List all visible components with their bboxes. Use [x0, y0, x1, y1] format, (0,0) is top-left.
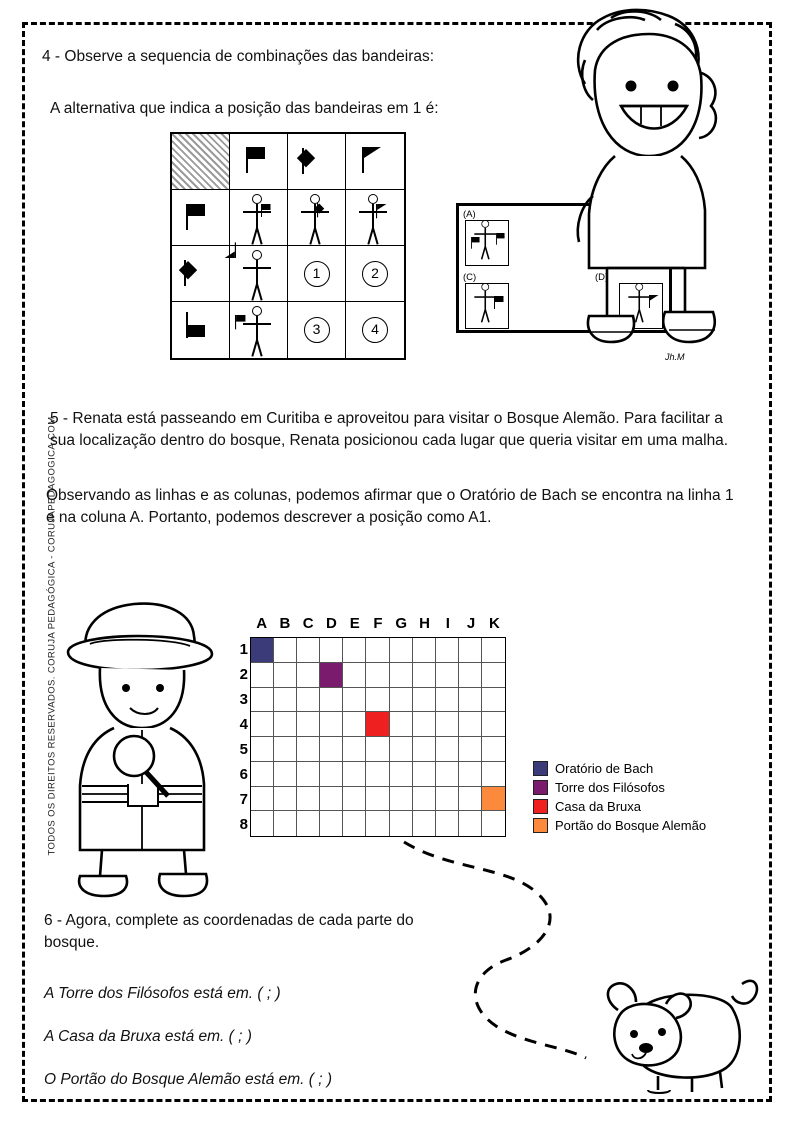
exercise6-prompt: 6 - Agora, complete as coordenadas de cada parte do bosque. [44, 912, 414, 951]
grid-cell-D6[interactable] [320, 762, 343, 787]
grid-cell-C6[interactable] [297, 762, 320, 787]
grid-cell-E7[interactable] [343, 787, 366, 812]
grid-cell-D3[interactable] [320, 688, 343, 713]
grid-cell-H5[interactable] [413, 737, 436, 762]
grid-cell-G2[interactable] [390, 663, 413, 688]
grid-cell-A7[interactable] [251, 787, 274, 812]
grid-cell-flag-up-left [230, 134, 288, 190]
grid-marker-F4[interactable] [366, 712, 389, 737]
grid-cell-G7[interactable] [390, 787, 413, 812]
grid-cell-G6[interactable] [390, 762, 413, 787]
col-label: F [373, 615, 383, 632]
legend-item [533, 760, 706, 777]
detective-illustration [42, 588, 242, 898]
grid-cell-B4[interactable] [274, 712, 297, 737]
grid-cell-A2[interactable] [251, 663, 274, 688]
alternative-label-a: (A) [463, 209, 476, 220]
grid-row-labels [228, 637, 248, 837]
grid-cell-D8[interactable] [320, 811, 343, 836]
grid-cell-I6[interactable] [436, 762, 459, 787]
grid-cell-number [346, 246, 404, 302]
grid-cell-A3[interactable] [251, 688, 274, 713]
stick-figure-icon [240, 194, 274, 246]
grid-cell-F1[interactable] [366, 638, 389, 663]
legend-swatch-torre [533, 780, 548, 795]
grid-cell-H2[interactable] [413, 663, 436, 688]
grid-cell-I4[interactable] [436, 712, 459, 737]
grid-cell-B1[interactable] [274, 638, 297, 663]
grid-cell-C2[interactable] [297, 663, 320, 688]
grid-cell-D4[interactable] [320, 712, 343, 737]
grid-cell-F5[interactable] [366, 737, 389, 762]
grid-cell-H6[interactable] [413, 762, 436, 787]
grid-cell-G1[interactable] [390, 638, 413, 663]
row-label: 4 [239, 716, 248, 733]
grid-cell-J7[interactable] [459, 787, 482, 812]
grid-cell-K4[interactable] [482, 712, 505, 737]
grid-cell-C8[interactable] [297, 811, 320, 836]
col-label: K [488, 615, 500, 632]
grid-cell-B6[interactable] [274, 762, 297, 787]
grid-cell-flag-triangle [346, 134, 404, 190]
col-label: I [445, 615, 450, 632]
legend-label: Oratório de Bach [555, 761, 654, 776]
grid-marker-K7[interactable] [482, 787, 505, 812]
grid-cell-K6[interactable] [482, 762, 505, 787]
child-illustration [545, 0, 745, 370]
grid-cell-F2[interactable] [366, 663, 389, 688]
legend-swatch-oratorio [533, 761, 548, 776]
grid-cell-D7[interactable] [320, 787, 343, 812]
grid-cell-G3[interactable] [390, 688, 413, 713]
grid-cell-G4[interactable] [390, 712, 413, 737]
cell-number-4: 4 [362, 317, 388, 343]
row-label: 7 [239, 791, 248, 808]
row-label: 5 [239, 741, 248, 758]
grid-marker-A1[interactable] [251, 638, 274, 663]
grid-cell-row-flag-down-left [172, 302, 230, 358]
exercise5-paragraph2: Observando as linhas e as colunas, podemos afirmar que o Oratório de Bach se encontra na linha 1 e na coluna A. Portanto, podemos descrever a posição como A1. [46, 487, 734, 526]
grid-cell-C5[interactable] [297, 737, 320, 762]
grid-cell-H3[interactable] [413, 688, 436, 713]
grid-cell-B5[interactable] [274, 737, 297, 762]
grid-cell-C3[interactable] [297, 688, 320, 713]
grid-cell-A8[interactable] [251, 811, 274, 836]
grid-cell-K3[interactable] [482, 688, 505, 713]
grid-cell-number [288, 246, 346, 302]
legend-label: Portão do Bosque Alemão [555, 818, 707, 833]
col-label: B [279, 615, 291, 632]
row-label: 1 [239, 641, 248, 658]
grid-cell-D5[interactable] [320, 737, 343, 762]
grid-cell-figure [346, 190, 404, 246]
alternative-label-d: (D) [595, 272, 609, 283]
grid-cell-H1[interactable] [413, 638, 436, 663]
grid-cell-B8[interactable] [274, 811, 297, 836]
grid-cell-row-flag-diamond [172, 246, 230, 302]
col-label: J [466, 615, 476, 632]
grid-cell-E4[interactable] [343, 712, 366, 737]
legend-item [533, 798, 706, 815]
grid-cell-B3[interactable] [274, 688, 297, 713]
exercise6-item-1[interactable]: A Torre dos Filósofos está em. ( ; ) [44, 985, 281, 1002]
grid-marker-D2[interactable] [320, 663, 343, 688]
grid-cell-hatched [172, 134, 230, 190]
exercise4-line1: 4 - Observe a sequencia de combinações das bandeiras: [42, 48, 435, 65]
grid-cell-I1[interactable] [436, 638, 459, 663]
grid-cell-number [346, 302, 404, 358]
cell-number-3: 3 [304, 317, 330, 343]
grid-cell-I3[interactable] [436, 688, 459, 713]
legend-label: Casa da Bruxa [555, 799, 641, 814]
grid-cell-F3[interactable] [366, 688, 389, 713]
grid-cell-G5[interactable] [390, 737, 413, 762]
grid-cell-J5[interactable] [459, 737, 482, 762]
grid-cell-E8[interactable] [343, 811, 366, 836]
col-label: D [326, 615, 337, 632]
stick-figure-icon [298, 194, 332, 246]
flag-combination-grid [170, 132, 406, 360]
grid-cell-I2[interactable] [436, 663, 459, 688]
grid-cell-K1[interactable] [482, 638, 505, 663]
alternative-option-c[interactable] [465, 283, 509, 329]
stick-figure-icon [240, 306, 274, 358]
legend-swatch-casa [533, 799, 548, 814]
grid-cell-C1[interactable] [297, 638, 320, 663]
grid-cell-E3[interactable] [343, 688, 366, 713]
grid-cell-B2[interactable] [274, 663, 297, 688]
row-label: 8 [239, 816, 248, 833]
grid-cell-F7[interactable] [366, 787, 389, 812]
cell-number-2: 2 [362, 261, 388, 287]
stick-figure-icon [240, 250, 274, 302]
grid-cell-A5[interactable] [251, 737, 274, 762]
artist-signature: Jh.M [665, 352, 685, 362]
exercise4-line2: A alternativa que indica a posição das bandeiras em 1 é: [50, 100, 439, 117]
stick-figure-icon [356, 194, 390, 246]
legend-item [533, 779, 706, 796]
grid-cell-E6[interactable] [343, 762, 366, 787]
grid-cell-number [288, 302, 346, 358]
grid-cell-I5[interactable] [436, 737, 459, 762]
grid-cell-row-flag-up-left [172, 190, 230, 246]
alternative-option-a[interactable] [465, 220, 509, 266]
grid-cell-B7[interactable] [274, 787, 297, 812]
grid-cell-F8[interactable] [366, 811, 389, 836]
grid-cell-K5[interactable] [482, 737, 505, 762]
grid-cell-K2[interactable] [482, 663, 505, 688]
col-label: G [395, 615, 408, 632]
grid-cell-D1[interactable] [320, 638, 343, 663]
grid-cell-figure [288, 190, 346, 246]
alternative-label-c: (C) [463, 272, 477, 283]
grid-cell-figure [230, 190, 288, 246]
grid-cell-H7[interactable] [413, 787, 436, 812]
grid-cell-E2[interactable] [343, 663, 366, 688]
grid-cell-E5[interactable] [343, 737, 366, 762]
grid-cell-J4[interactable] [459, 712, 482, 737]
row-label: 3 [239, 691, 248, 708]
grid-cell-figure [230, 302, 288, 358]
coordinate-grid[interactable] [250, 637, 506, 837]
cell-number-1: 1 [304, 261, 330, 287]
col-label: C [302, 615, 314, 632]
grid-cell-E1[interactable] [343, 638, 366, 663]
col-label: H [419, 615, 430, 632]
side-credit-text: TODOS OS DIREITOS RESERVADOS. CORUJA PEDAGÓGICA - CORUJAPEDAGOGICA.COM [46, 416, 58, 856]
dog-illustration [596, 950, 766, 1095]
grid-cell-A6[interactable] [251, 762, 274, 787]
grid-cell-I7[interactable] [436, 787, 459, 812]
grid-column-labels [250, 615, 506, 635]
grid-cell-H4[interactable] [413, 712, 436, 737]
map-legend [533, 760, 706, 836]
exercise6-item-3[interactable]: O Portão do Bosque Alemão está em. ( ; ) [44, 1071, 333, 1088]
grid-cell-J1[interactable] [459, 638, 482, 663]
legend-label: Torre dos Filósofos [555, 780, 665, 795]
col-label: E [349, 615, 360, 632]
grid-cell-J2[interactable] [459, 663, 482, 688]
row-label: 6 [239, 766, 248, 783]
grid-cell-C4[interactable] [297, 712, 320, 737]
grid-cell-flag-diamond [288, 134, 346, 190]
grid-cell-J3[interactable] [459, 688, 482, 713]
grid-cell-A4[interactable] [251, 712, 274, 737]
grid-cell-J6[interactable] [459, 762, 482, 787]
grid-cell-C7[interactable] [297, 787, 320, 812]
row-label: 2 [239, 666, 248, 683]
grid-cell-F6[interactable] [366, 762, 389, 787]
exercise6-item-2[interactable]: A Casa da Bruxa está em. ( ; ) [44, 1028, 252, 1045]
grid-cell-figure [230, 246, 288, 302]
exercise5-paragraph1: 5 - Renata está passeando em Curitiba e aproveitou para visitar o Bosque Alemão. Para facilitar a sua localização dentro do bosque, Renata posicionou cada lugar que queria visitar em uma malha. [50, 410, 729, 449]
col-label: A [256, 615, 268, 632]
